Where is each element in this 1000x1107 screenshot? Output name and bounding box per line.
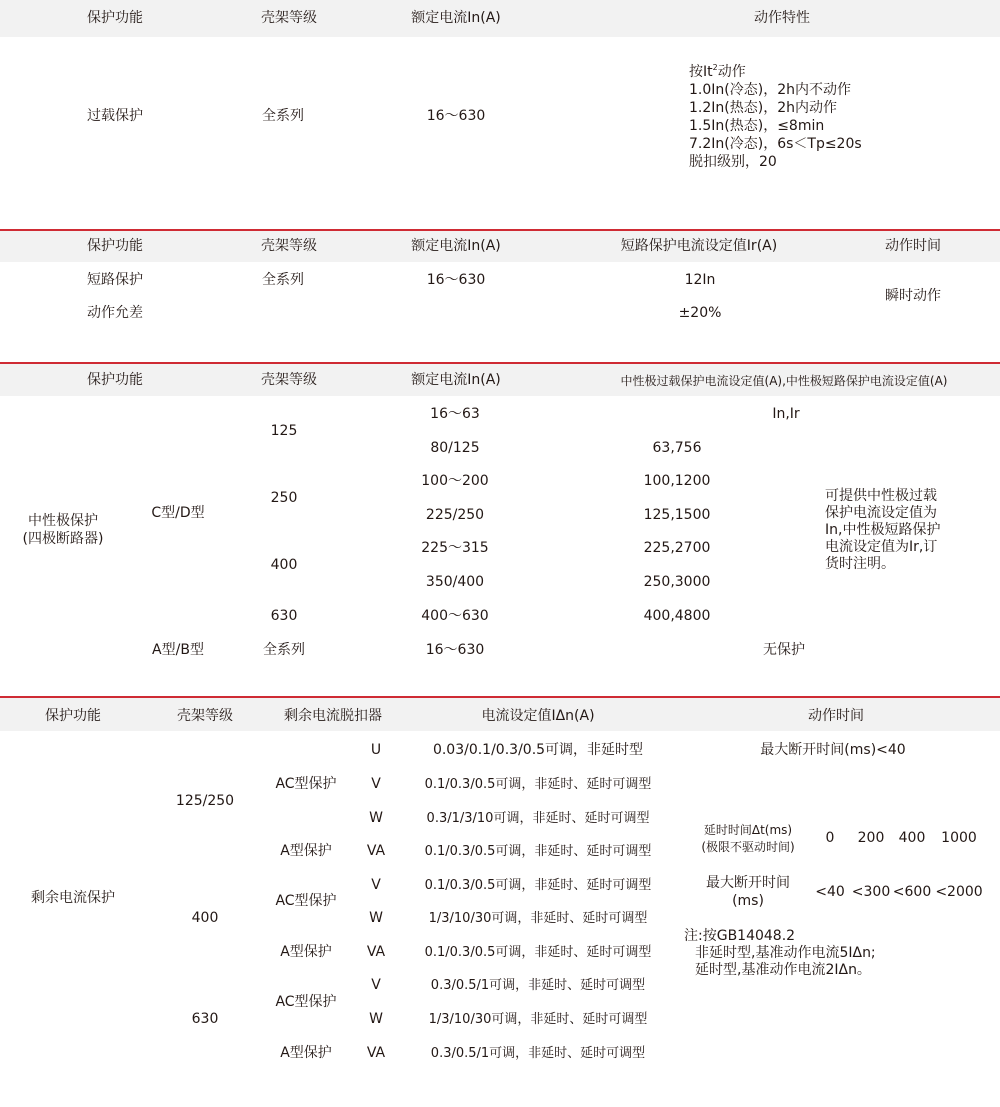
neutral-current: 225～315 xyxy=(421,540,489,556)
neutral-type-cd: C型/D型 xyxy=(151,505,205,521)
short-header-time: 动作时间 xyxy=(885,238,941,254)
overload-char-line: 1.5In(热态)，≤8min xyxy=(689,118,825,134)
residual-header-function: 保护功能 xyxy=(45,708,101,724)
residual-frame: 400 xyxy=(191,910,219,926)
residual-frame: 630 xyxy=(191,1011,219,1027)
residual-code: VA xyxy=(366,843,386,859)
overload-function: 过载保护 xyxy=(87,108,143,124)
neutral-setting: 无保护 xyxy=(763,642,805,658)
neutral-current: 16～63 xyxy=(430,406,480,422)
overload-frame: 全系列 xyxy=(262,108,304,124)
residual-frame: 125/250 xyxy=(175,793,235,809)
neutral-setting: 100,1200 xyxy=(643,473,711,489)
residual-break-value: <40 xyxy=(815,884,845,900)
residual-code: W xyxy=(369,1011,383,1027)
residual-release: A型保护 xyxy=(280,1045,332,1061)
residual-code: VA xyxy=(366,1045,386,1061)
neutral-setting: 125,1500 xyxy=(643,507,711,523)
neutral-frame: 125 xyxy=(270,423,298,439)
neutral-type-ab: A型/B型 xyxy=(152,642,204,658)
neutral-current: 225/250 xyxy=(425,507,485,523)
neutral-note-line: 保护电流设定值为 xyxy=(825,505,937,521)
short-setting: 12In xyxy=(684,272,716,288)
neutral-frame: 全系列 xyxy=(263,642,305,658)
neutral-note-line: 可提供中性极过载 xyxy=(825,488,937,504)
neutral-header-frame: 壳架等级 xyxy=(261,372,317,388)
neutral-setting: In,Ir xyxy=(772,406,800,422)
residual-setting: 1/3/10/30可调，非延时、延时可调型 xyxy=(428,911,648,926)
neutral-current: 100～200 xyxy=(421,473,489,489)
overload-header-function: 保护功能 xyxy=(87,10,143,26)
neutral-function: 中性极保护 xyxy=(28,513,98,529)
neutral-current: 350/400 xyxy=(425,574,485,590)
residual-release: AC型保护 xyxy=(275,893,337,909)
residual-break-value: <600 xyxy=(892,884,932,900)
neutral-current: 16～630 xyxy=(425,642,485,658)
residual-code: VA xyxy=(366,944,386,960)
residual-setting: 0.1/0.3/0.5可调，非延时、延时可调型 xyxy=(424,878,652,893)
residual-delay-value: 200 xyxy=(857,830,885,846)
short-current: 16～630 xyxy=(426,272,486,288)
residual-setting: 1/3/10/30可调，非延时、延时可调型 xyxy=(428,1012,648,1027)
residual-header-time: 动作时间 xyxy=(808,708,864,724)
short-header-function: 保护功能 xyxy=(87,238,143,254)
residual-code: V xyxy=(371,877,381,893)
overload-header-current: 额定电流In(A) xyxy=(411,10,501,26)
neutral-note-line: 货时注明。 xyxy=(825,556,895,572)
neutral-setting: 225,2700 xyxy=(643,540,711,556)
overload-current: 16～630 xyxy=(426,108,486,124)
neutral-setting: 63,756 xyxy=(652,440,702,456)
residual-delay-value: 0 xyxy=(825,830,835,846)
neutral-frame: 630 xyxy=(270,608,298,624)
overload-header-frame: 壳架等级 xyxy=(261,10,317,26)
residual-setting: 0.3/0.5/1可调，非延时、延时可调型 xyxy=(430,1046,646,1061)
neutral-function-sub: (四极断路器) xyxy=(22,531,104,547)
residual-code: U xyxy=(370,742,382,758)
short-function: 短路保护 xyxy=(87,272,143,288)
residual-break-value: <300 xyxy=(851,884,891,900)
overload-char-title: 按It$^2$动作 xyxy=(689,63,746,80)
short-header-current: 额定电流In(A) xyxy=(411,238,501,254)
residual-release: AC型保护 xyxy=(275,994,337,1010)
residual-header-setting: 电流设定值IΔn(A) xyxy=(481,708,595,724)
neutral-setting: 400,4800 xyxy=(643,608,711,624)
residual-function: 剩余电流保护 xyxy=(31,890,115,906)
residual-setting: 0.3/0.5/1可调，非延时、延时可调型 xyxy=(430,978,646,993)
neutral-header-current: 额定电流In(A) xyxy=(411,372,501,388)
residual-delay-value: 400 xyxy=(898,830,926,846)
overload-char-line: 1.0In(冷态)，2h内不动作 xyxy=(689,82,851,98)
residual-delay-label: 延时时间Δt(ms) xyxy=(703,823,793,837)
residual-release: AC型保护 xyxy=(275,776,337,792)
residual-release: A型保护 xyxy=(280,843,332,859)
residual-max-break: 最大断开时间(ms)<40 xyxy=(760,742,906,758)
residual-setting: 0.1/0.3/0.5可调，非延时、延时可调型 xyxy=(424,945,652,960)
residual-code: W xyxy=(369,810,383,826)
neutral-note-line: In,中性极短路保护 xyxy=(825,522,941,538)
residual-header-release: 剩余电流脱扣器 xyxy=(284,708,382,724)
neutral-header-function: 保护功能 xyxy=(87,372,143,388)
residual-break-label: 最大断开时间 xyxy=(706,875,790,891)
overload-char-line: 脱扣级别，20 xyxy=(689,154,777,170)
residual-release: A型保护 xyxy=(280,944,332,960)
residual-note-line: 延时型,基准动作电流2IΔn。 xyxy=(695,962,871,978)
short-tolerance-label: 动作允差 xyxy=(87,305,143,321)
residual-delay-label-sub: (极限不驱动时间) xyxy=(701,840,795,854)
residual-code: V xyxy=(371,776,381,792)
residual-note-line: 非延时型,基准动作电流5IΔn; xyxy=(695,945,876,961)
neutral-setting: 250,3000 xyxy=(643,574,711,590)
neutral-header-setting: 中性极过载保护电流设定值(A),中性极短路保护电流设定值(A) xyxy=(620,374,948,388)
short-time: 瞬时动作 xyxy=(885,288,941,304)
residual-header-frame: 壳架等级 xyxy=(177,708,233,724)
overload-char-line: 7.2In(冷态)，6s＜Tp≤20s xyxy=(689,136,862,152)
neutral-note-line: 电流设定值为Ir,订 xyxy=(825,539,938,555)
residual-code: W xyxy=(369,910,383,926)
residual-break-value: <2000 xyxy=(935,884,983,900)
short-frame: 全系列 xyxy=(262,272,304,288)
neutral-frame: 400 xyxy=(270,557,298,573)
neutral-frame: 250 xyxy=(270,490,298,506)
residual-delay-value: 1000 xyxy=(941,830,977,846)
neutral-current: 400～630 xyxy=(421,608,489,624)
overload-char-line: 1.2In(热态)，2h内动作 xyxy=(689,100,837,116)
residual-code: V xyxy=(371,977,381,993)
overload-header-characteristic: 动作特性 xyxy=(754,10,810,26)
residual-break-label-sub: (ms) xyxy=(732,893,764,909)
short-tolerance: ±20% xyxy=(678,305,722,321)
residual-setting: 0.03/0.1/0.3/0.5可调，非延时型 xyxy=(432,742,644,758)
residual-setting: 0.1/0.3/0.5可调，非延时、延时可调型 xyxy=(424,777,652,792)
neutral-current: 80/125 xyxy=(430,440,480,456)
short-header-setting: 短路保护电流设定值Ir(A) xyxy=(620,238,778,254)
short-header-frame: 壳架等级 xyxy=(261,238,317,254)
residual-setting: 0.1/0.3/0.5可调，非延时、延时可调型 xyxy=(424,844,652,859)
residual-setting: 0.3/1/3/10可调，非延时、延时可调型 xyxy=(426,811,650,826)
residual-note-line: 注:按GB14048.2 xyxy=(684,928,796,944)
